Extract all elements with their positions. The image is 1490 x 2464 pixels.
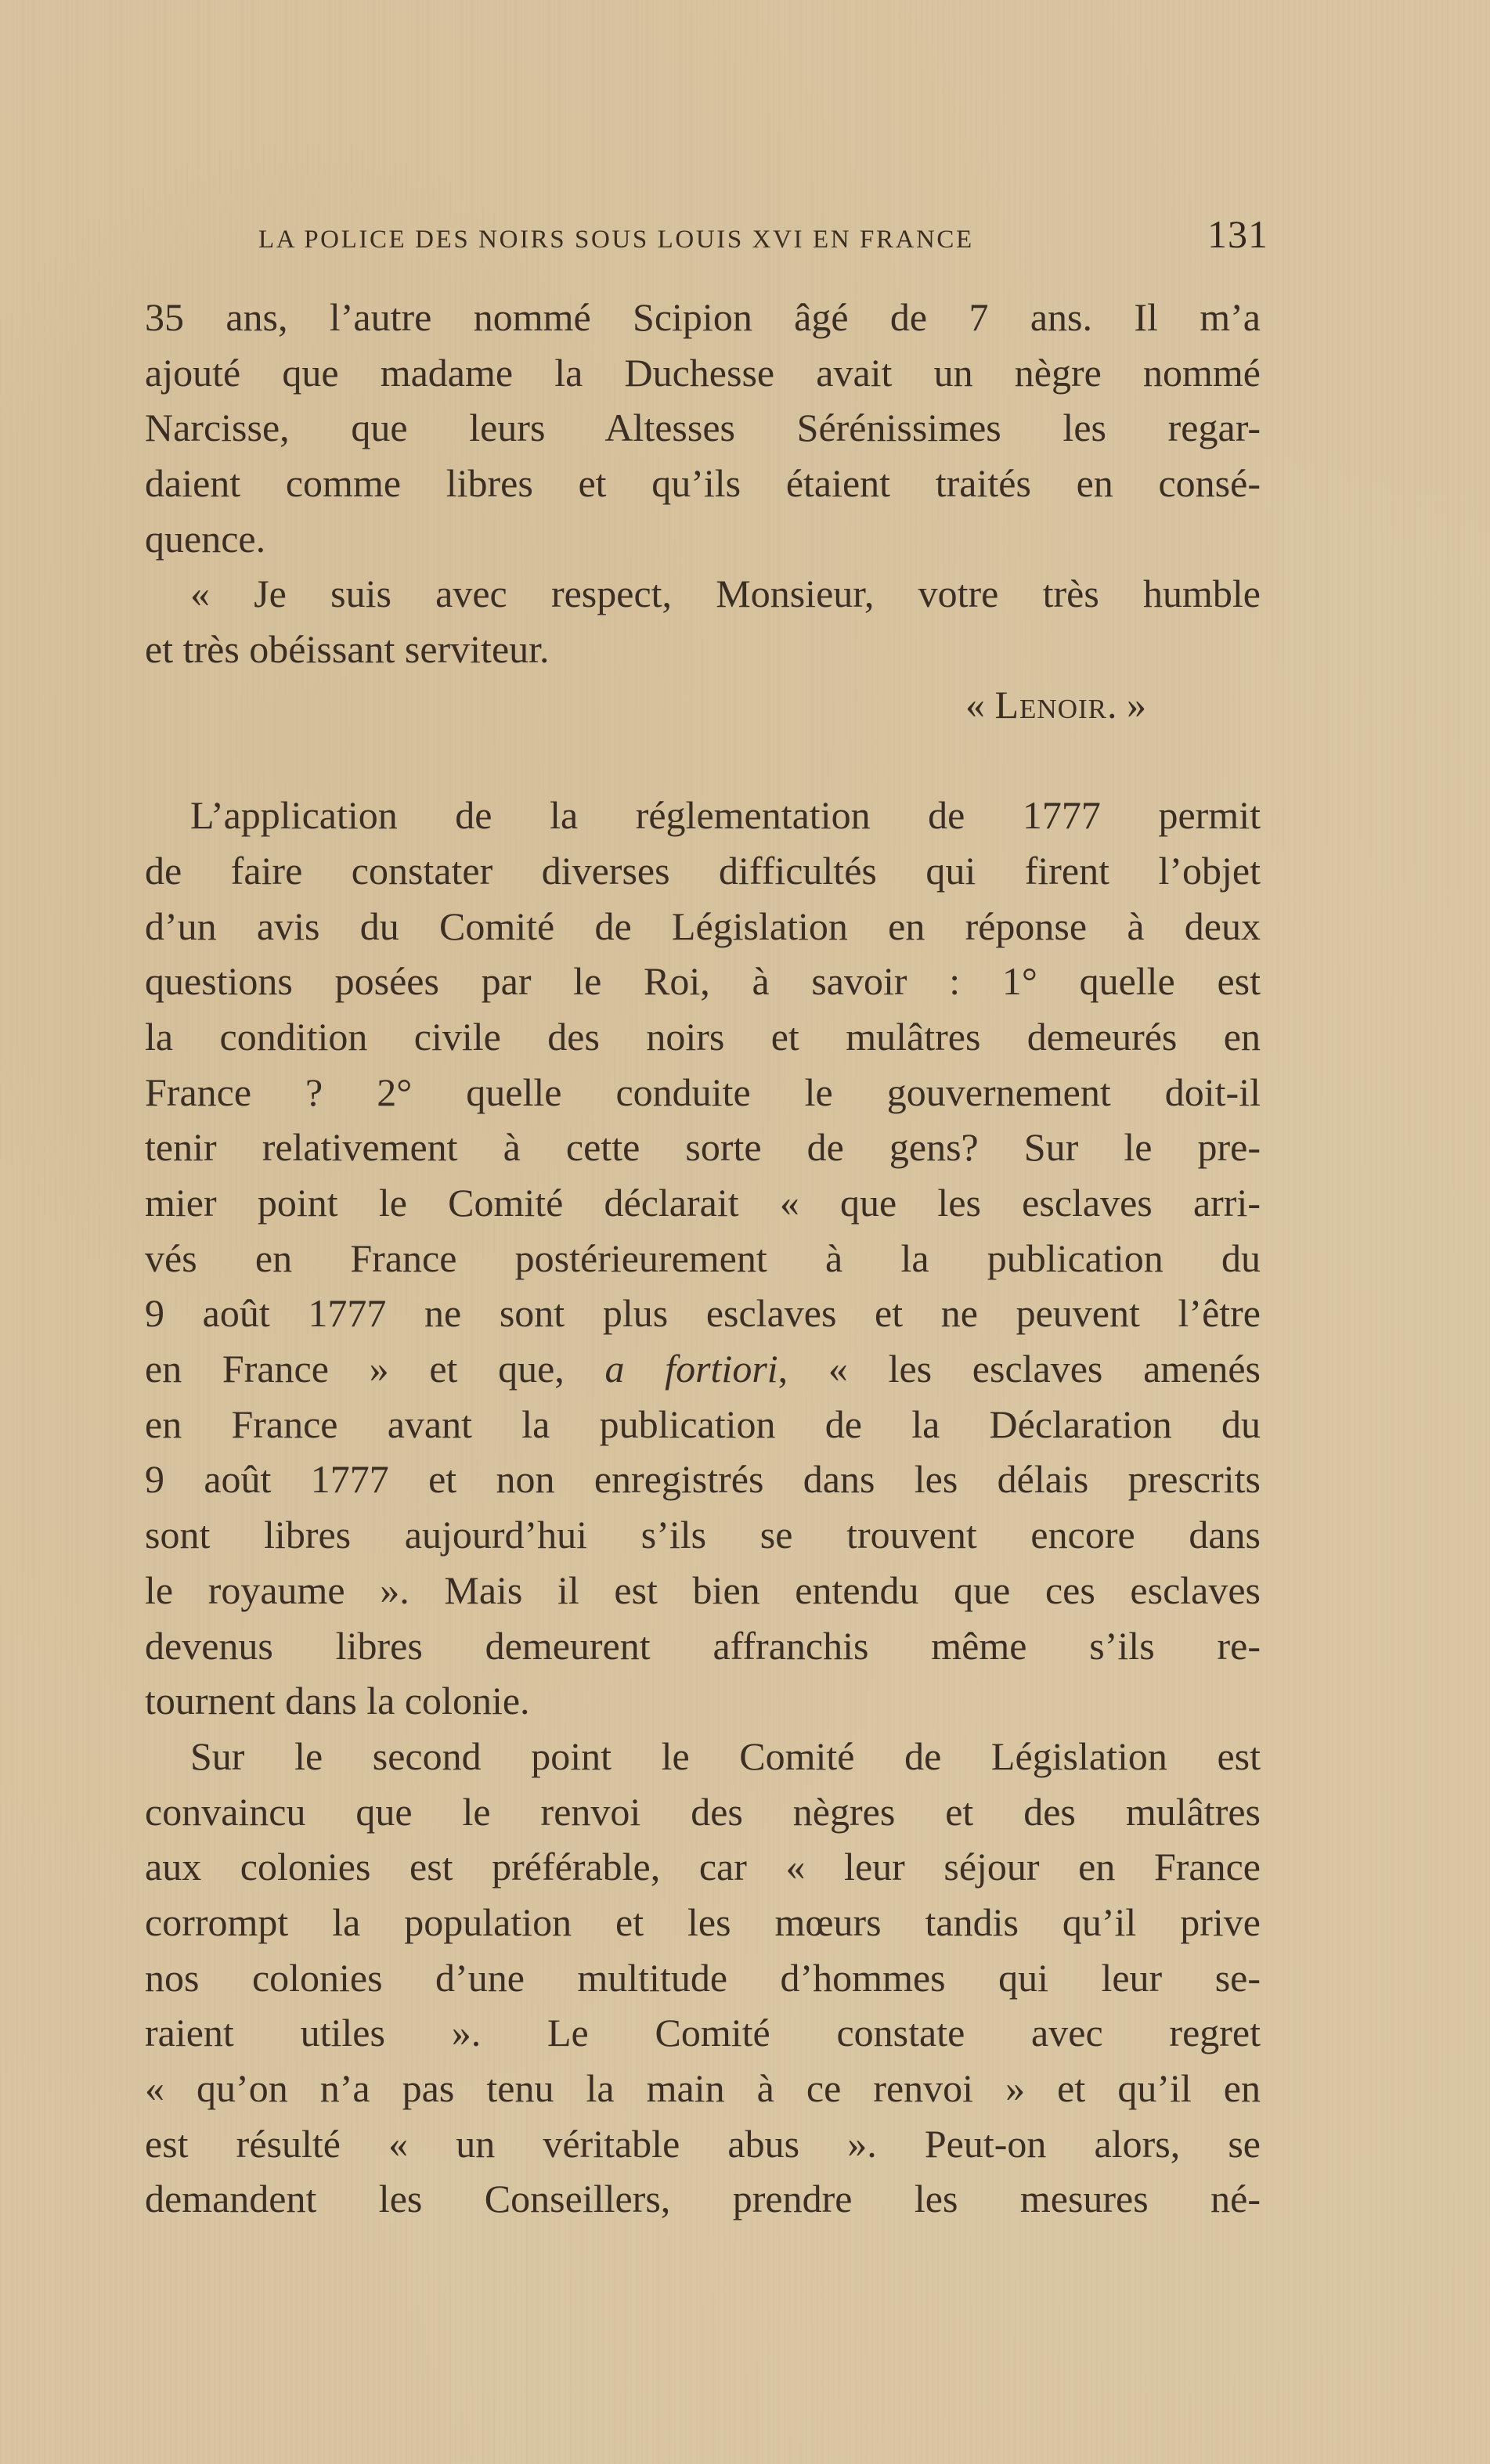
text-segment: en France » et que, [145,1347,605,1391]
letter-closing [145,566,1261,676]
letter-end [145,290,1261,566]
text-line: et très obéissant serviteur. [145,627,550,672]
text-line: mier point le Comité déclarait « que les esclaves arri- [145,1181,1261,1225]
paragraph-2 [145,1729,1261,2227]
text-line: le royaume ». Mais il est bien entendu que ces esclaves [145,1568,1261,1612]
text-line-with-italic [145,1341,1261,1397]
text-line: 35 ans, l’autre nommé Scipion âgé de 7 ans. Il m’a [145,295,1261,339]
text-line: tournent dans la colonie. [145,1679,530,1723]
text-line: ajouté que madame la Duchesse avait un nègre nommé [145,350,1261,395]
text-line: aux colonies est préférable, car « leur séjour en France [145,1845,1261,1889]
text-line: demandent les Conseillers, prendre les mesures né- [145,2177,1261,2221]
text-line: tenir relativement à cette sorte de gens? Sur le pre- [145,1125,1261,1170]
italic-phrase: a fortiori [604,1347,778,1391]
text-line: d’un avis du Comité de Législation en réponse à deux [145,904,1261,948]
text-line: convaincu que le renvoi des nègres et des mulâtres [145,1789,1261,1834]
text-line: 9 août 1777 et non enregistrés dans les délais prescrits [145,1457,1261,1502]
text-segment: , « les esclaves amenés [777,1347,1261,1391]
page-number: 131 [1207,212,1268,256]
text-line: questions posées par le Roi, à savoir : 1° quelle est [145,959,1261,1004]
text-line: la condition civile des noirs et mulâtres demeurés en [145,1014,1261,1059]
running-title: LA POLICE DES NOIRS SOUS LOUIS XVI EN FRANCE [258,225,974,254]
text-line: quence. [145,516,266,561]
text-line: « Je suis avec respect, Monsieur, votre très humble [190,572,1261,616]
running-head [258,211,1268,258]
signature-name: Lenoir [994,682,1107,727]
text-line: L’application de la réglementation de 1777 permit [190,793,1261,838]
text-line: en France avant la publication de la Déclaration du [145,1402,1261,1446]
paragraph-gap [145,733,1261,788]
signature-close: . » [1106,682,1146,727]
text-line: « qu’on n’a pas tenu la main à ce renvoi » et qu’il en [145,2066,1261,2110]
text-line: de faire constater diverses difficultés qui firent l’objet [145,848,1261,893]
text-line: France ? 2° quelle conduite le gouvernement doit-il [145,1070,1261,1114]
text-line: sont libres aujourd’hui s’ils se trouvent encore dans [145,1513,1261,1557]
letter-signature [145,677,1261,733]
text-line: corrompt la population et les mœurs tandis qu’il prive [145,1899,1261,1944]
text-line: daient comme libres et qu’ils étaient traités en consé- [145,461,1261,506]
text-line: Sur le second point le Comité de Législation est [190,1733,1261,1778]
text-line: nos colonies d’une multitude d’hommes qui leur se- [145,1955,1261,2000]
text-line: est résulté « un véritable abus ». Peut-on alors, se [145,2121,1261,2166]
text-line: vés en France postérieurement à la publication du [145,1236,1261,1280]
signature-open-quote: « [965,682,995,727]
paragraph-1 [145,788,1261,1729]
text-line: Narcisse, que leurs Altesses Sérénissimes les regar- [145,406,1261,450]
text-line: devenus libres demeurent affranchis même s’ils re- [145,1623,1261,1668]
text-block [145,290,1261,2227]
text-line: raient utiles ». Le Comité constate avec regret [145,2011,1261,2055]
text-line: 9 août 1777 ne sont plus esclaves et ne peuvent l’être [145,1291,1261,1336]
